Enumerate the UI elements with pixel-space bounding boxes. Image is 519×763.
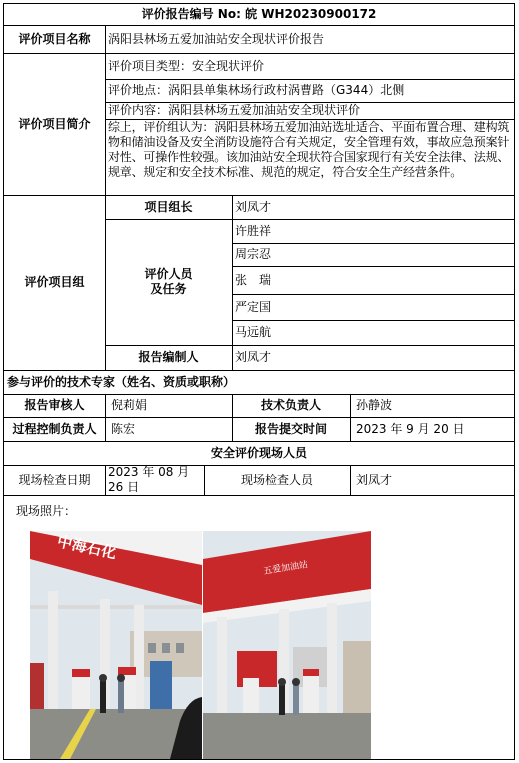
team-member: 许胜祥 [235,223,272,238]
site-photo-1 [30,531,202,759]
compiler-label: 报告编制人 [138,350,199,364]
submit-time-label: 报告提交时间 [254,421,327,436]
report-number-title: 评价报告编号 No: 皖 WH20230900172 [141,7,377,21]
project-location: 评价地点：涡阳县单集林场行政村涡曹路（G344）北侧 [108,83,405,97]
site-date: 2023 年 08 月 26 日 [108,465,190,494]
site-section-title: 安全评价现场人员 [210,445,307,460]
site-inspector-label: 现场检查人员 [240,472,313,487]
team-member: 严定国 [235,299,272,314]
canopy-sign-text: 中海石化 [55,532,118,563]
report-form [3,3,515,760]
project-name-value: 涡阳县林场五爱加油站安全现状评价报告 [108,31,325,46]
site-inspector: 刘凤才 [356,472,393,487]
reviewer-label: 报告审核人 [24,398,85,412]
team-leader: 刘凤才 [235,199,272,214]
site-photo-2 [203,531,371,759]
experts-label: 参与评价的技术专家（姓名、资质或职称） [7,374,236,389]
team-leader-label: 项目组长 [144,199,193,214]
process-control: 陈宏 [111,421,136,436]
team-member: 马远航 [235,325,272,339]
team-members-label-line2: 及任务 [150,282,187,296]
gas-station-photo-1 [30,531,202,759]
team-label: 评价项目组 [24,275,85,289]
project-type: 评价项目类型：安全现状评价 [108,58,265,73]
canopy-sign-text: 五爱加油站 [262,560,309,578]
process-control-label: 过程控制负责人 [12,421,97,436]
reviewer: 倪莉娟 [111,398,148,412]
tech-lead-label: 技术负责人 [260,398,321,412]
tech-lead: 孙静波 [356,398,393,412]
team-members-label-line1: 评价人员 [144,267,193,281]
gas-station-photo-2 [203,531,371,759]
project-content: 评价内容：涡阳县林场五爱加油站安全现状评价 [108,103,361,117]
summary-label: 评价项目简介 [18,116,91,131]
team-member: 张 瑞 [235,272,272,287]
site-photos-label: 现场照片： [16,504,77,518]
team-members-label [105,219,232,345]
evaluation-conclusion: 综上，评价组认为：涡阳县林场五爱加油站选址适合、平面布置合理、建构筑物和储油设备及安全消防设施符合有关规定，安全管理有效，事故应急预案针对性、可操作性较强。该加油站安全现状符合国家现行有关安全法律、法规、规章、规定和安全技术标准、规范的规定，符合安全生产经营条件。 [108,120,510,179]
compiler: 刘凤才 [235,350,272,364]
site-date-label: 现场检查日期 [18,472,91,487]
submit-time: 2023 年 9 月 20 日 [356,421,465,436]
team-member: 周宗忍 [235,247,272,261]
project-name-label: 评价项目名称 [18,31,91,46]
